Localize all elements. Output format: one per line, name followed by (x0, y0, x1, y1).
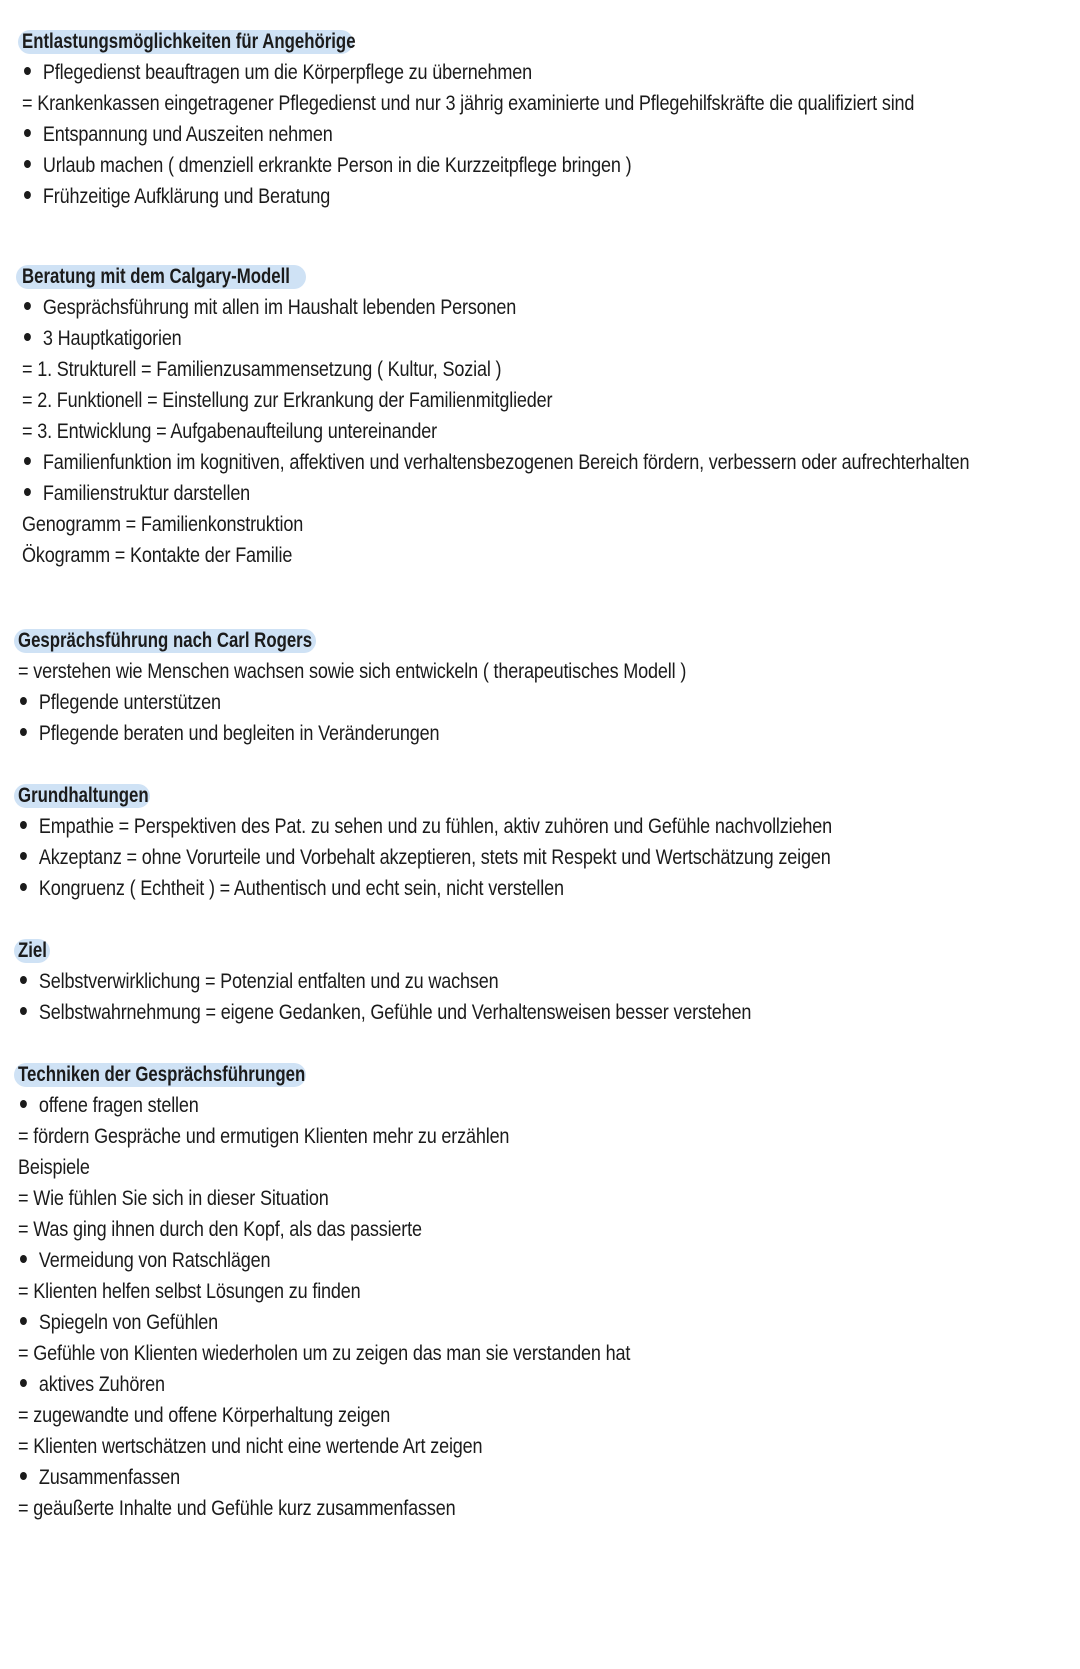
plain-line: Ökogramm = Kontakte der Familie (22, 544, 293, 567)
bullet-icon (20, 1100, 27, 1108)
bullet-icon (24, 67, 31, 75)
bullet-icon (24, 302, 31, 310)
bullet-icon (20, 1317, 27, 1325)
section-heading: Gesprächsführung nach Carl Rogers (18, 629, 313, 652)
bullet-line: Spiegeln von Gefühlen (20, 1310, 218, 1336)
bullet-line: Kongruenz ( Echtheit ) = Authentisch und echt sein, nicht verstellen (20, 876, 564, 902)
eq-line: = Klienten wertschätzen und nicht eine wertende Art zeigen (18, 1435, 483, 1458)
bullet-line: Selbstwahrnehmung = eigene Gedanken, Gefühle und Verhaltensweisen besser verstehen (20, 1000, 751, 1026)
bullet-line: Vermeidung von Ratschlägen (20, 1248, 270, 1274)
plain-line: Beispiele (18, 1156, 90, 1179)
eq-line: = geäußerte Inhalte und Gefühle kurz zusammenfassen (18, 1497, 456, 1520)
section-heading: Techniken der Gesprächsführungen (18, 1063, 306, 1086)
bullet-line: aktives Zuhören (20, 1372, 165, 1398)
eq-line: = fördern Gespräche und ermutigen Klienten mehr zu erzählen (18, 1125, 510, 1148)
bullet-icon (20, 1007, 27, 1015)
bullet-icon (20, 976, 27, 984)
bullet-icon (24, 191, 31, 199)
section-heading: Grundhaltungen (18, 784, 149, 807)
eq-line: = 1. Strukturell = Familienzusammensetzung ( Kultur, Sozial ) (22, 358, 502, 381)
bullet-icon (24, 333, 31, 341)
bullet-line: Pflegende unterstützen (20, 690, 221, 716)
section-heading: Beratung mit dem Calgary-Modell (22, 265, 290, 288)
bullet-line: Gesprächsführung mit allen im Haushalt lebenden Personen (24, 295, 516, 321)
section-heading: Entlastungsmöglichkeiten für Angehörige (22, 30, 356, 53)
eq-line: = Krankenkassen eingetragener Pflegedienst und nur 3 jährig examinierte und Pflegehilfskräfte die qualifiziert sind (22, 92, 915, 115)
bullet-line: Urlaub machen ( dmenziell erkrankte Person in die Kurzzeitpflege bringen ) (24, 153, 631, 179)
bullet-icon (24, 457, 31, 465)
bullet-line: 3 Hauptkatigorien (24, 326, 182, 352)
eq-line: = 3. Entwicklung = Aufgabenaufteilung untereinander (22, 420, 437, 443)
bullet-line: Akzeptanz = ohne Vorurteile und Vorbehalt akzeptieren, stets mit Respekt und Wertschätzung zeigen (20, 845, 831, 871)
bullet-icon (24, 129, 31, 137)
plain-line: Genogramm = Familienkonstruktion (22, 513, 304, 536)
eq-line: = Klienten helfen selbst Lösungen zu finden (18, 1280, 361, 1303)
bullet-icon (24, 488, 31, 496)
bullet-line: Pflegende beraten und begleiten in Veränderungen (20, 721, 439, 747)
bullet-line: Pflegedienst beauftragen um die Körperpflege zu übernehmen (24, 60, 532, 86)
eq-line: = verstehen wie Menschen wachsen sowie sich entwickeln ( therapeutisches Modell ) (18, 660, 687, 683)
eq-line: = Gefühle von Klienten wiederholen um zu zeigen das man sie verstanden hat (18, 1342, 631, 1365)
bullet-line: Frühzeitige Aufklärung und Beratung (24, 184, 330, 210)
bullet-line: Entspannung und Auszeiten nehmen (24, 122, 333, 148)
section-heading: Ziel (18, 939, 47, 962)
bullet-icon (20, 852, 27, 860)
bullet-line: Empathie = Perspektiven des Pat. zu sehen und zu fühlen, aktiv zuhören und Gefühle nachvollziehen (20, 814, 832, 840)
bullet-icon (20, 1255, 27, 1263)
bullet-icon (20, 697, 27, 705)
bullet-line: Familienfunktion im kognitiven, affektiven und verhaltensbezogenen Bereich fördern, verbessern oder aufrechterhalten (24, 450, 969, 476)
bullet-line: offene fragen stellen (20, 1093, 199, 1119)
eq-line: = Wie fühlen Sie sich in dieser Situation (18, 1187, 329, 1210)
eq-line: = 2. Funktionell = Einstellung zur Erkrankung der Familienmitglieder (22, 389, 553, 412)
bullet-icon (20, 728, 27, 736)
eq-line: = zugewandte und offene Körperhaltung zeigen (18, 1404, 391, 1427)
bullet-icon (20, 821, 27, 829)
bullet-icon (20, 1379, 27, 1387)
bullet-line: Selbstverwirklichung = Potenzial entfalten und zu wachsen (20, 969, 498, 995)
eq-line: = Was ging ihnen durch den Kopf, als das passierte (18, 1218, 422, 1241)
bullet-icon (20, 883, 27, 891)
bullet-icon (24, 160, 31, 168)
bullet-icon (20, 1472, 27, 1480)
bullet-line: Zusammenfassen (20, 1465, 180, 1491)
bullet-line: Familienstruktur darstellen (24, 481, 250, 507)
